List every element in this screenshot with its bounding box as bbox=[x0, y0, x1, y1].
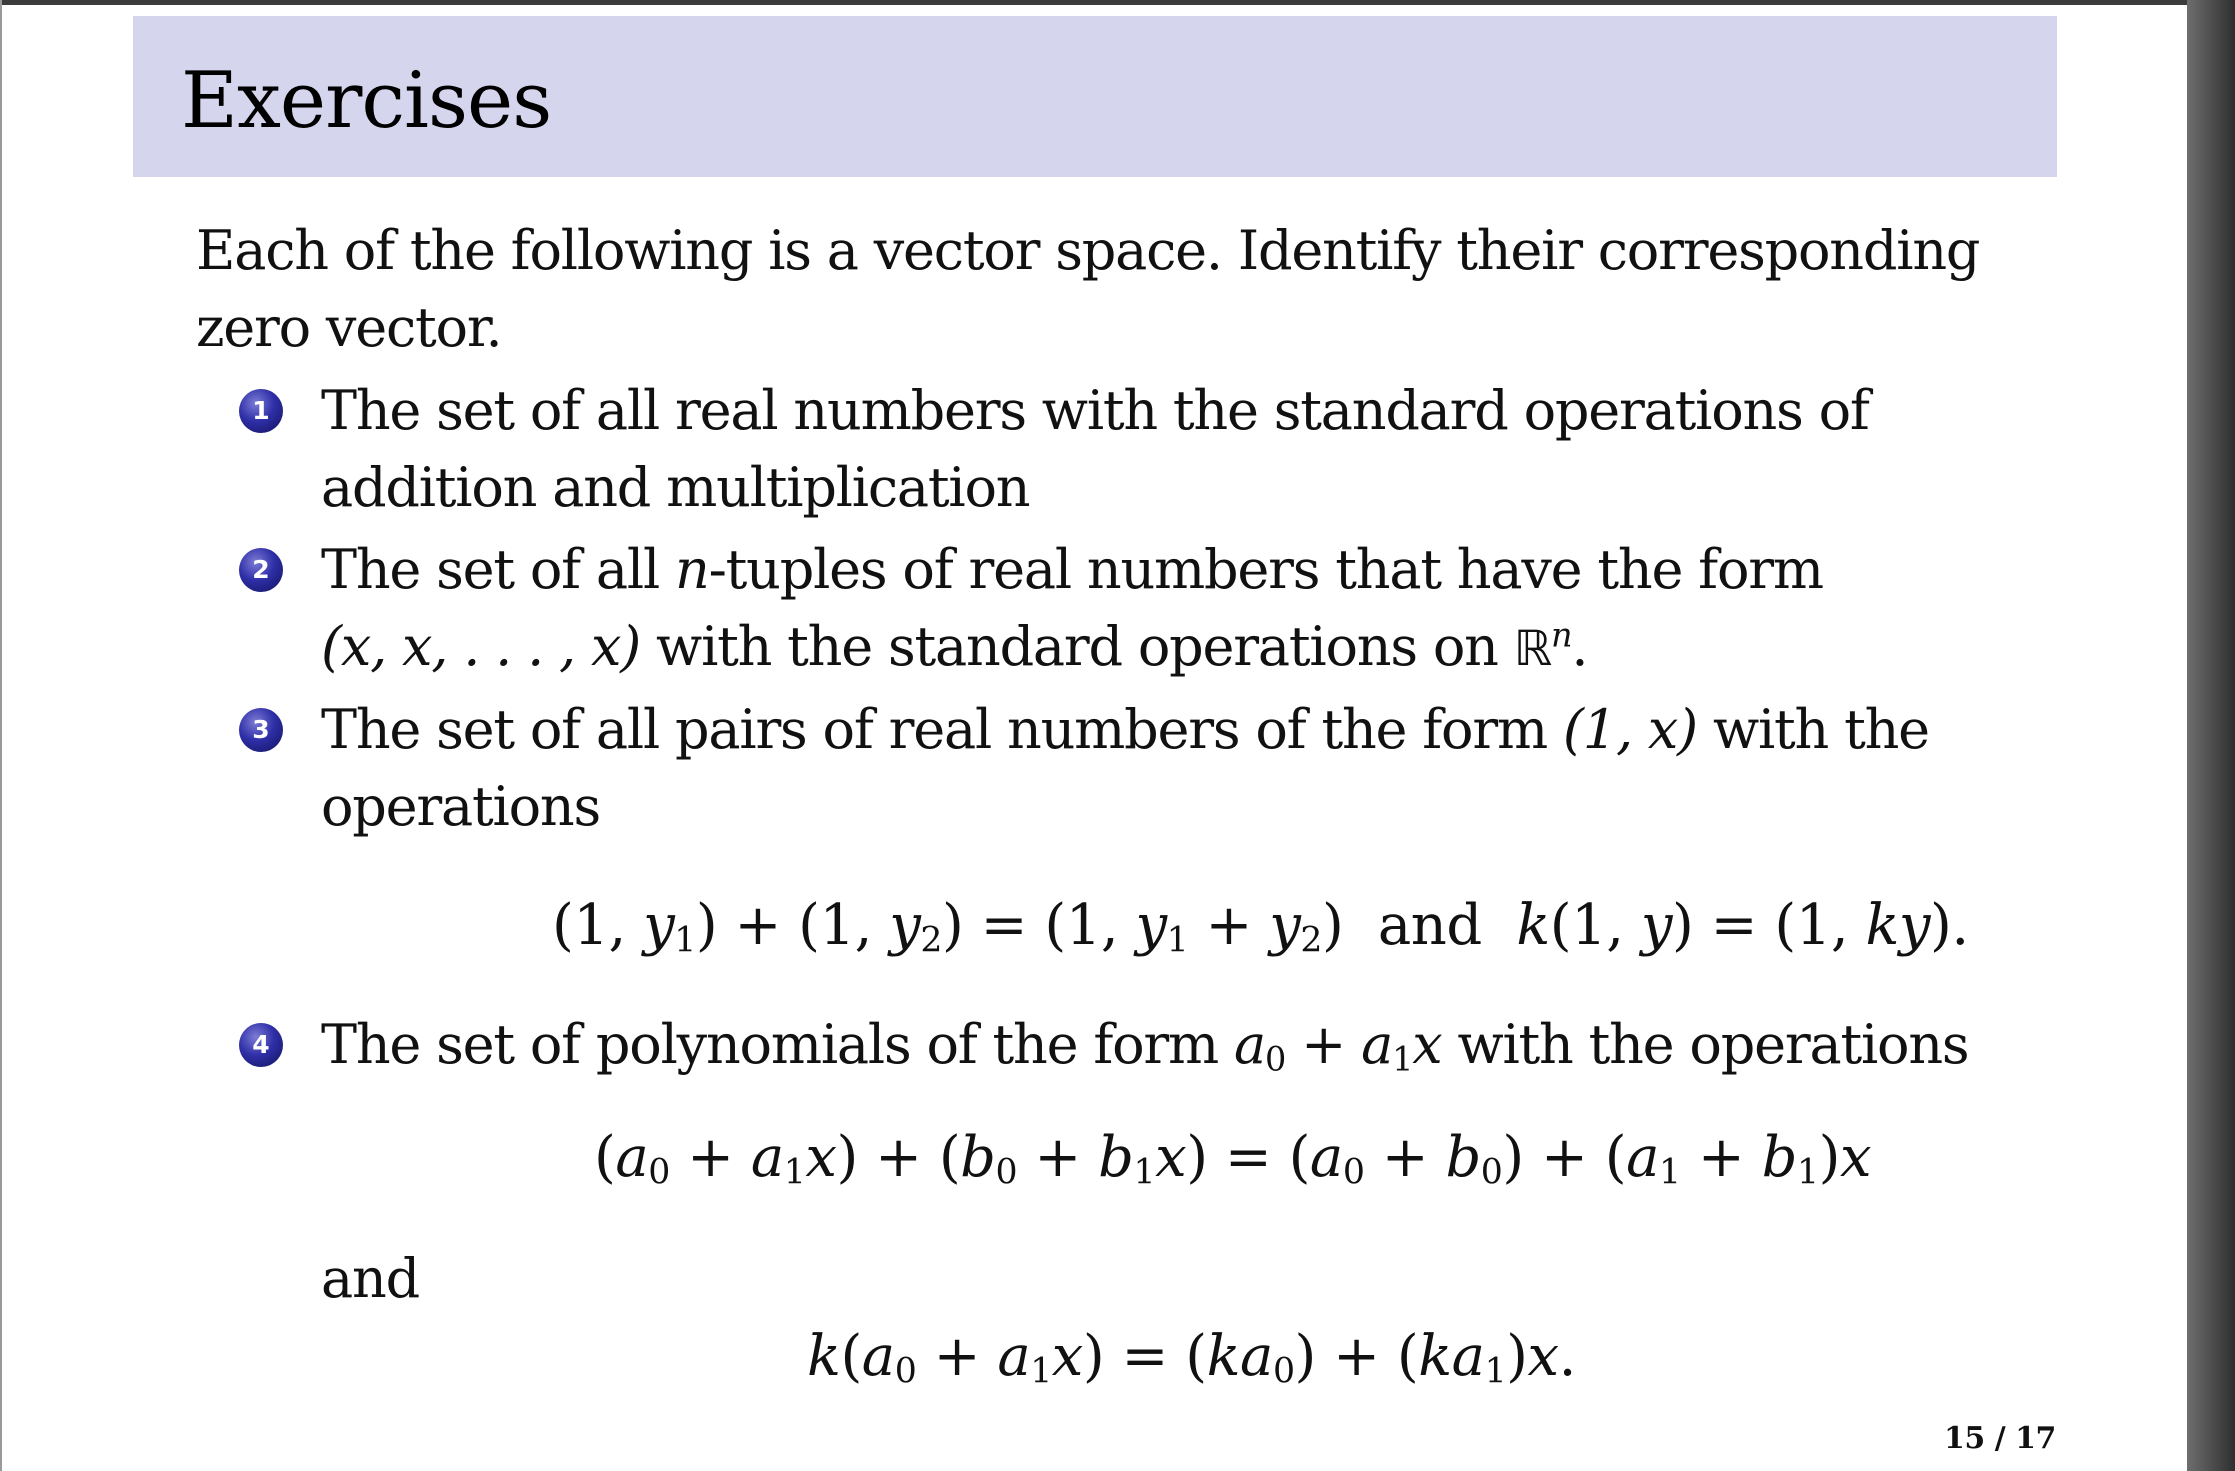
item-3-line-1: The set of all pairs of real numbers of the form (1, x) with the bbox=[321, 698, 1929, 761]
item-1-line-2: addition and multiplication bbox=[321, 456, 1030, 519]
viewer-right-scrollbar[interactable] bbox=[2187, 0, 2235, 1471]
item-1-bullet: 1 bbox=[239, 389, 283, 433]
intro-line-2: zero vector. bbox=[196, 296, 502, 359]
item-4-line-1: The set of polynomials of the form $a_0 + a_1x$ with the operations bbox=[321, 1013, 1969, 1079]
item-2-line-2: (x, x, . . . , x) with the standard operations on ℝ$^n$. bbox=[321, 615, 1588, 678]
equation-polynomial-scalar: $k(a_0 + a_1x) = (ka_0) + (ka_1)x$. bbox=[807, 1324, 1576, 1392]
equation-polynomial-addition: $(a_0 + a_1x) + (b_0 + b_1x) = (a_0 + b_0) + (a_1 + b_1)x$ bbox=[594, 1125, 1872, 1193]
and-word: and bbox=[321, 1247, 419, 1310]
page-number: 15 / 17 bbox=[1944, 1421, 2056, 1456]
slide-page bbox=[2, 5, 2187, 1471]
intro-line-1: Each of the following is a vector space. Identify their corresponding bbox=[196, 219, 1980, 282]
frame-title-bar bbox=[133, 16, 2057, 177]
item-1-line-1: The set of all real numbers with the standard operations of bbox=[321, 379, 1869, 442]
item-3-bullet: 3 bbox=[239, 708, 283, 752]
frame-title: Exercises bbox=[181, 56, 552, 146]
item-2-line-1: The set of all n-tuples of real numbers that have the form bbox=[321, 538, 1823, 601]
equation-pair-operations: (1, $y_1) + (1$, $y_2) = (1$, $y_1 + y_2$) and k(1, y) = (1, ky). bbox=[552, 893, 1969, 961]
item-4-bullet: 4 bbox=[239, 1023, 283, 1067]
item-3-line-2: operations bbox=[321, 775, 601, 838]
item-2-bullet: 2 bbox=[239, 548, 283, 592]
